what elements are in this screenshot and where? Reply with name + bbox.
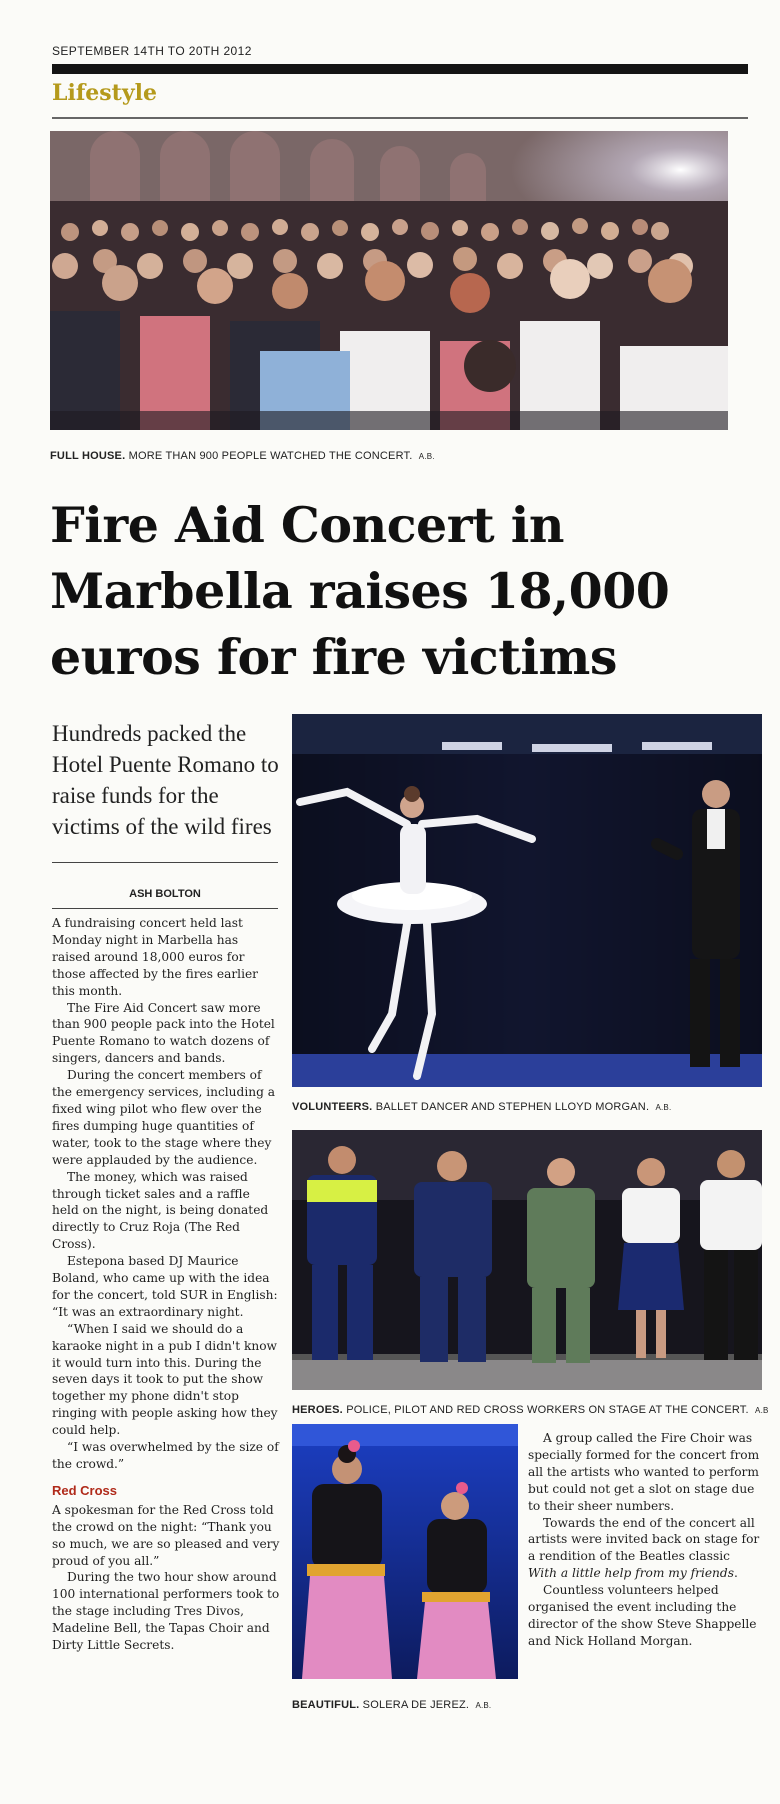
song-title: With a little help from my friends <box>528 1566 734 1581</box>
paragraph-11-end: . <box>733 1566 738 1581</box>
heroes-caption-text: POLICE, PILOT AND RED CROSS WORKERS ON STAGE AT THE CONCERT. <box>346 1404 749 1416</box>
ballet-caption-text: BALLET DANCER AND STEPHEN LLOYD MORGAN. <box>375 1101 650 1113</box>
beautiful-caption-text: SOLERA DE JEREZ. <box>362 1699 470 1711</box>
heroes-caption <box>292 1404 769 1416</box>
subhead-red-cross: Red Cross <box>52 1482 118 1498</box>
paragraph-9: During the two hour show around 100 international performers took to the stage including Tres Divos, Madeline Bell, the Tapas Choir and Dirty Little Secrets. <box>52 1570 280 1653</box>
standfirst: Hundreds packed the Hotel Puente Romano to raise funds for the victims of the wild fires <box>52 721 279 839</box>
beautiful-caption-credit: A.B. <box>475 1701 492 1710</box>
header-rule <box>52 64 748 74</box>
paragraph-11-text: Towards the end of the concert all artists were invited back on stage for a rendition of the Beatles classic <box>528 1515 760 1564</box>
ballet-caption-label: VOLUNTEERS. <box>292 1101 373 1113</box>
paragraph-4: The money, which was raised through ticket sales and a raffle held on the night, is being donated directly to Cruz Roja (The Red Cross). <box>52 1169 269 1252</box>
heroes-photo <box>292 1130 762 1390</box>
issue-date: SEPTEMBER 14TH TO 20TH 2012 <box>52 44 252 58</box>
beautiful-photo <box>292 1424 518 1679</box>
byline-rule-bottom <box>52 908 278 909</box>
beautiful-caption <box>292 1699 491 1711</box>
ballet-caption <box>292 1101 671 1113</box>
ballet-caption-credit: A.B. <box>655 1103 672 1112</box>
beautiful-caption-label: BEAUTIFUL. <box>292 1699 360 1711</box>
ballet-photo-image <box>292 714 762 1087</box>
heroes-caption-credit: A.B <box>755 1406 769 1415</box>
audience-photo <box>50 131 728 430</box>
paragraph-11 <box>528 1515 762 1583</box>
ballet-photo <box>292 714 762 1087</box>
paragraph-1: A fundraising concert held last Monday night in Marbella has raised around 18,000 euros for those affected by the fires earlier this month. <box>52 916 259 998</box>
paragraph-7: “I was overwhelmed by the size of the crowd.” <box>52 1440 279 1471</box>
paragraph-6: “When I said we should do a karaoke night in a pub I didn't know it would turn into this. During the seven days it took to put the show together my phone didn't stop ringing with people asking how they could help. <box>52 1321 278 1438</box>
paragraph-2: The Fire Aid Concert saw more than 900 people pack into the Hotel Puente Romano to watch dozens of singers, dancers and bands. <box>52 1000 275 1066</box>
paragraph-8: A spokesman for the Red Cross told the crowd on the night: “Thank you so much, we are so pleased and very proud of you all.” <box>52 1502 280 1568</box>
paragraph-5: Estepona based DJ Maurice Boland, who came up with the idea for the concert, told SUR in English: “It was an extraordinary night. <box>52 1254 278 1319</box>
audience-photo-image <box>50 131 728 430</box>
article-body-column-1 <box>52 915 280 1654</box>
section-title: Lifestyle <box>52 80 157 106</box>
paragraph-12: Countless volunteers helped organised the event including the director of the show Steve Shappelle and Nick Holland Morgan. <box>528 1583 757 1648</box>
audience-caption-label: FULL HOUSE. <box>50 450 126 462</box>
audience-caption-credit: A.B. <box>418 452 435 461</box>
audience-caption <box>50 450 435 462</box>
paragraph-10: A group called the Fire Choir was specially formed for the concert from all the artists who wanted to perform but could not get a slot on stage due to their sheer numbers. <box>528 1431 760 1513</box>
headline: Fire Aid Concert in Marbella raises 18,000 euros for fire victims <box>50 496 670 686</box>
article-body-column-3 <box>528 1430 762 1650</box>
byline: ASH BOLTON <box>129 888 201 900</box>
audience-caption-text: MORE THAN 900 PEOPLE WATCHED THE CONCERT. <box>128 450 413 462</box>
heroes-caption-label: HEROES. <box>292 1404 343 1416</box>
paragraph-3: During the concert members of the emergency services, including a fixed wing pilot who flew over the fires dumping huge quantities of water, took to the stage where they were applauded by the audience. <box>52 1068 276 1167</box>
beautiful-photo-image <box>292 1424 518 1679</box>
byline-rule-top <box>52 862 278 863</box>
heroes-photo-image <box>292 1130 762 1390</box>
section-rule <box>52 117 748 119</box>
